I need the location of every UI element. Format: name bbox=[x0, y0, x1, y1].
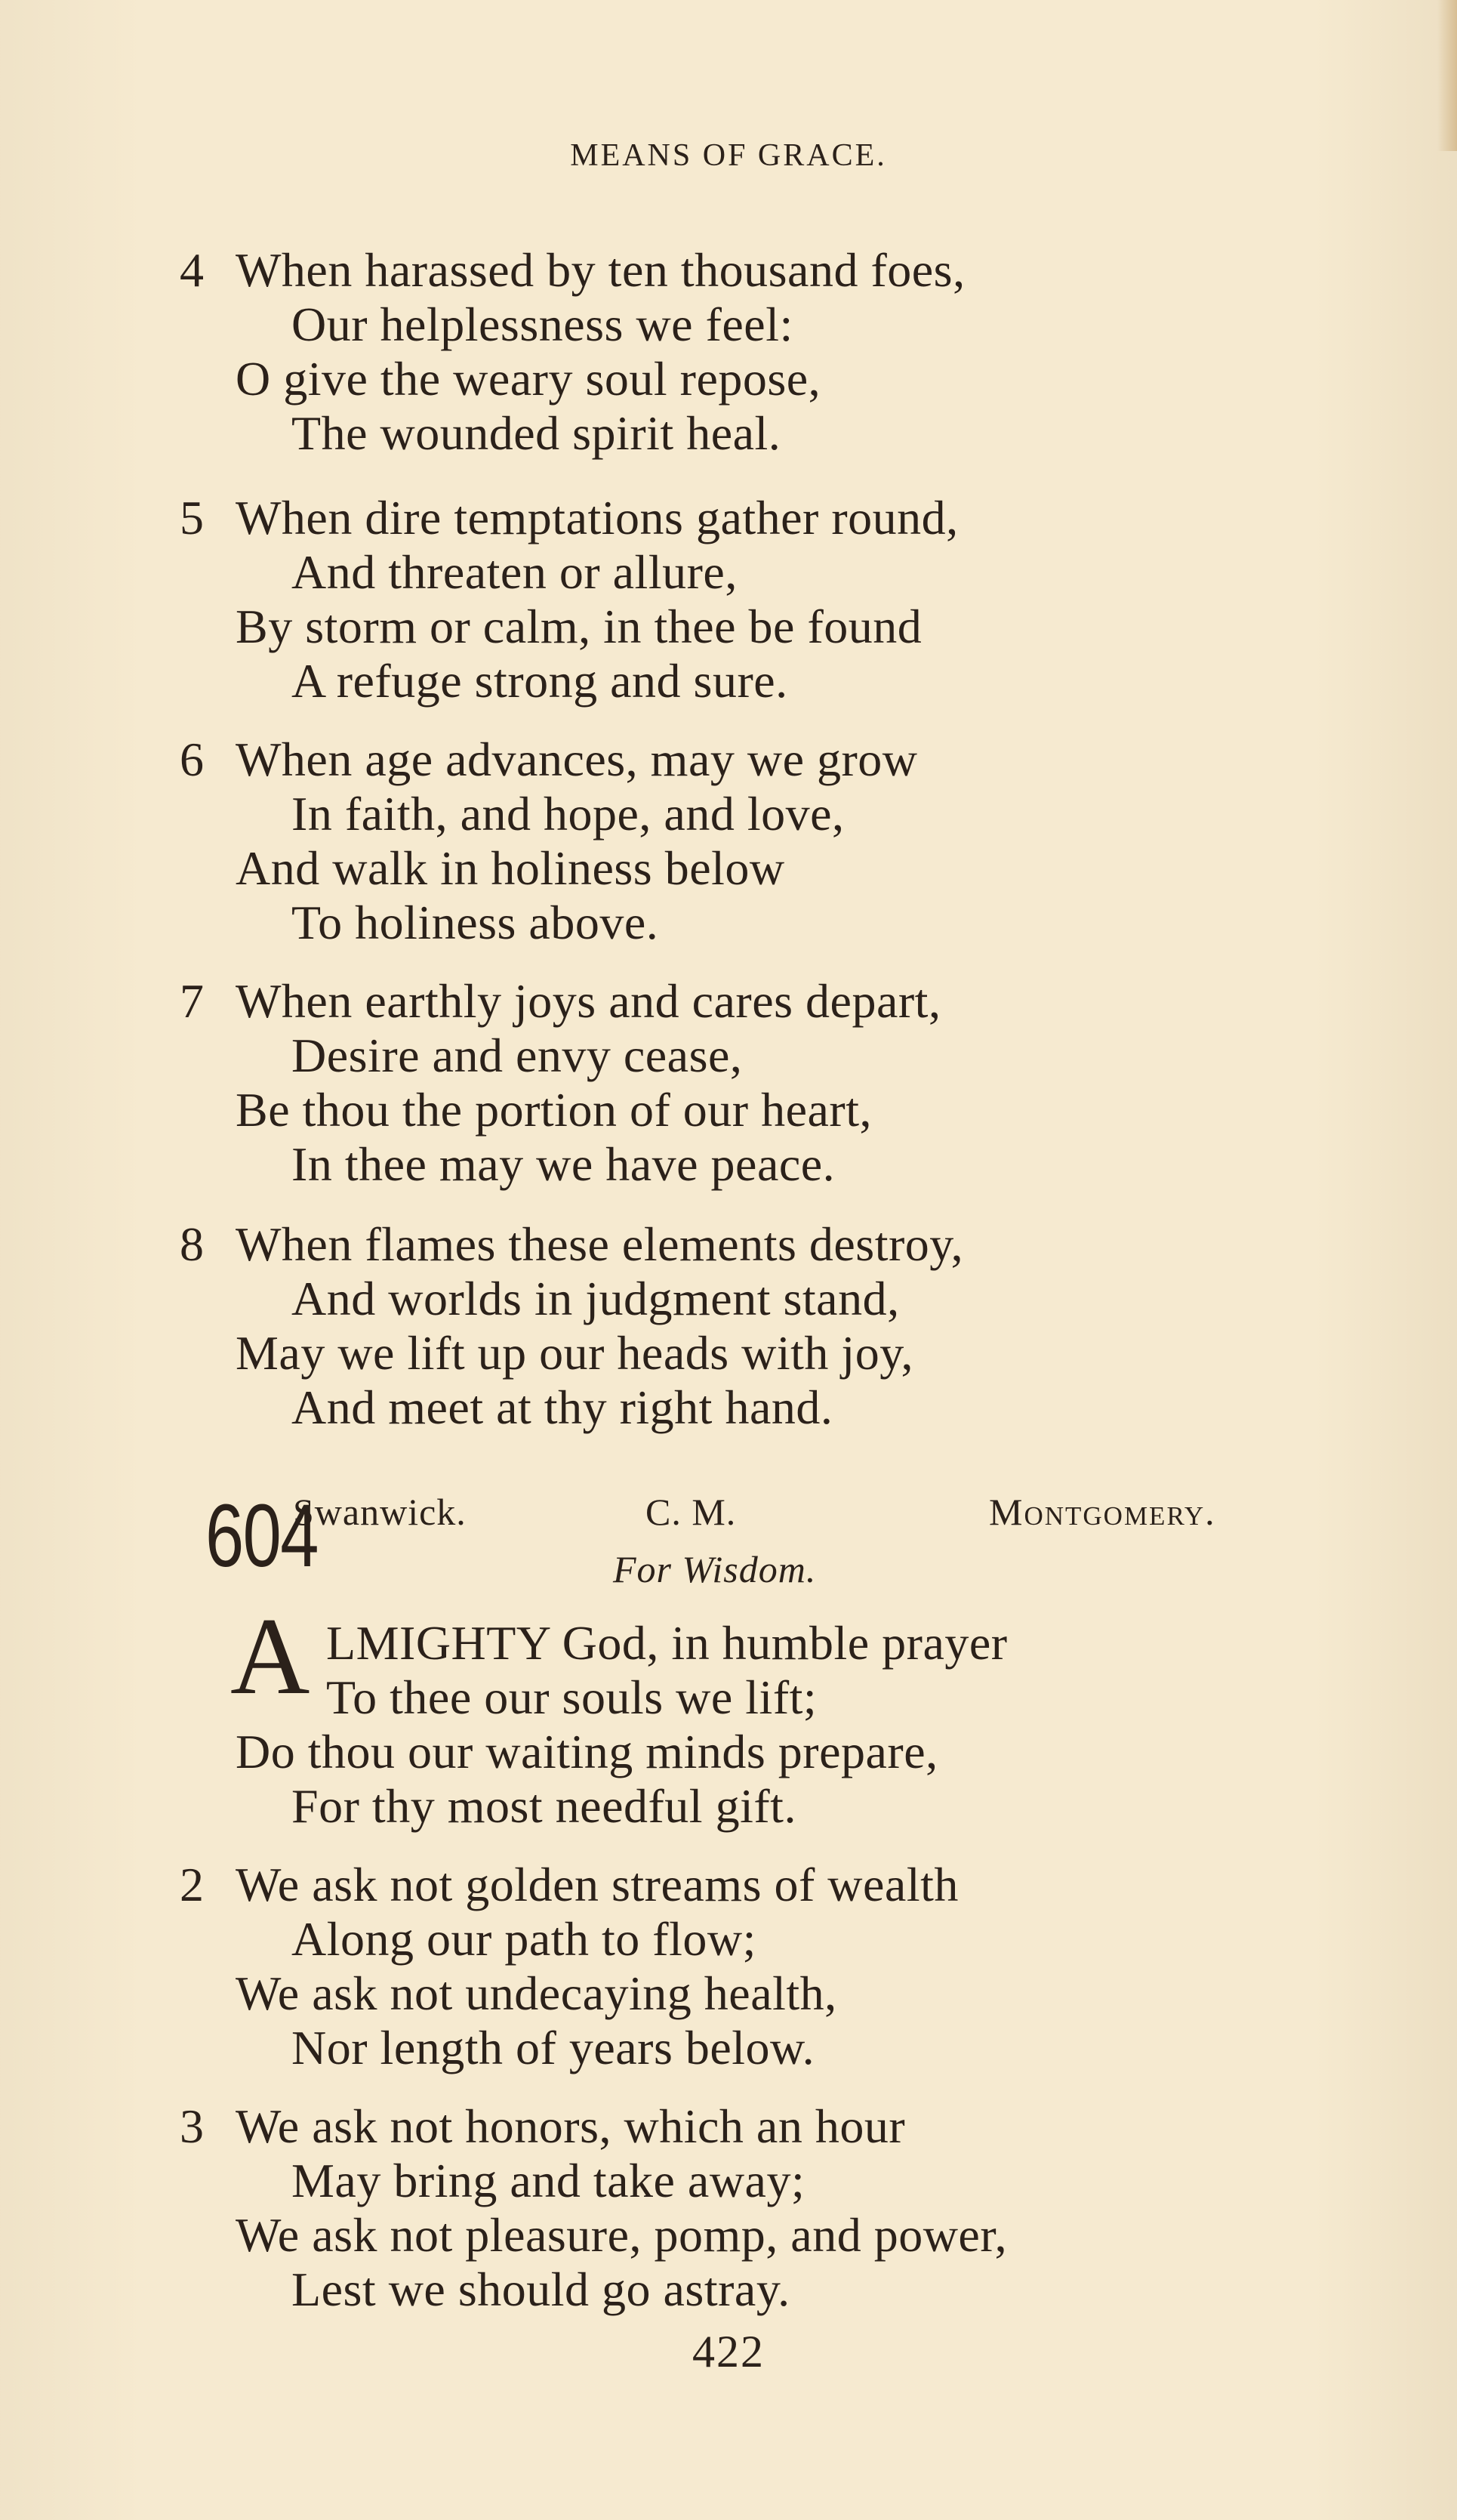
verse-line: To holiness above. bbox=[291, 896, 659, 949]
verse-number: 5 bbox=[180, 491, 204, 544]
verse-line: Be thou the portion of our heart, bbox=[236, 1083, 872, 1137]
verse-number: 3 bbox=[180, 2099, 204, 2153]
verse-line: We ask not golden streams of wealth bbox=[236, 1858, 959, 1911]
verse-number: 8 bbox=[180, 1217, 204, 1271]
verse-line: And worlds in judgment stand, bbox=[291, 1272, 900, 1325]
verse-line: We ask not undecaying health, bbox=[236, 1966, 837, 2020]
verse-line: Desire and envy cease, bbox=[291, 1029, 743, 1082]
verse-1 bbox=[0, 1616, 1457, 1834]
verse-line: When earthly joys and cares depart, bbox=[236, 974, 941, 1028]
verse-line: To thee our souls we lift; bbox=[326, 1670, 818, 1724]
verse-line: Nor length of years below. bbox=[291, 2021, 815, 2074]
verse-7 bbox=[0, 974, 1457, 1192]
verse-number: 7 bbox=[180, 974, 204, 1028]
meter: C. M. bbox=[645, 1491, 737, 1533]
verse-line: O give the weary soul repose, bbox=[236, 352, 821, 406]
verse-line: We ask not pleasure, pomp, and power, bbox=[236, 2208, 1008, 2262]
verse-line: A refuge strong and sure. bbox=[291, 654, 788, 708]
verse-line: And walk in holiness below bbox=[236, 841, 785, 895]
page-number: 422 bbox=[692, 2327, 765, 2377]
hymn-number: 604 bbox=[205, 1486, 318, 1586]
verse-2 bbox=[0, 1858, 1457, 2075]
verse-6 bbox=[0, 733, 1457, 950]
verse-line: May we lift up our heads with joy, bbox=[236, 1326, 914, 1380]
tune-name: Swanwick. bbox=[293, 1491, 467, 1533]
verse-line: And threaten or allure, bbox=[291, 545, 738, 599]
verse-8 bbox=[0, 1217, 1457, 1435]
verse-line: LMIGHTY God, in humble prayer bbox=[326, 1616, 1008, 1670]
page-edge-shadow bbox=[1437, 0, 1457, 151]
verse-line: When dire temptations gather round, bbox=[236, 491, 959, 544]
verse-line: Along our path to flow; bbox=[291, 1912, 756, 1966]
verse-line: We ask not honors, which an hour bbox=[236, 2099, 906, 2153]
verse-number: 2 bbox=[180, 1858, 204, 1911]
verse-line: By storm or calm, in thee be found bbox=[236, 600, 923, 653]
verse-line: When harassed by ten thousand foes, bbox=[236, 243, 966, 297]
verse-line: In faith, and hope, and love, bbox=[291, 787, 845, 841]
verse-line: Lest we should go astray. bbox=[291, 2262, 790, 2316]
verse-line: When age advances, may we grow bbox=[236, 733, 918, 786]
drop-cap: A bbox=[230, 1595, 310, 1717]
verse-number: 6 bbox=[180, 733, 204, 786]
verse-line: May bring and take away; bbox=[291, 2154, 806, 2207]
verse-number: 4 bbox=[180, 243, 204, 297]
hymn-subject: For Wisdom. bbox=[613, 1548, 817, 1590]
verse-line: When flames these elements destroy, bbox=[236, 1217, 964, 1271]
verse-line: The wounded spirit heal. bbox=[291, 406, 781, 460]
verse-3 bbox=[0, 2099, 1457, 2317]
running-head: MEANS OF GRACE. bbox=[570, 138, 887, 173]
verse-4 bbox=[0, 243, 1457, 461]
verse-line: Do thou our waiting minds prepare, bbox=[236, 1725, 938, 1778]
verse-line: Our helplessness we feel: bbox=[291, 298, 793, 351]
verse-line: In thee may we have peace. bbox=[291, 1137, 836, 1191]
verse-5 bbox=[0, 491, 1457, 708]
author: Montgomery. bbox=[989, 1491, 1216, 1533]
verse-line: For thy most needful gift. bbox=[291, 1779, 796, 1833]
verse-line: And meet at thy right hand. bbox=[291, 1380, 833, 1434]
